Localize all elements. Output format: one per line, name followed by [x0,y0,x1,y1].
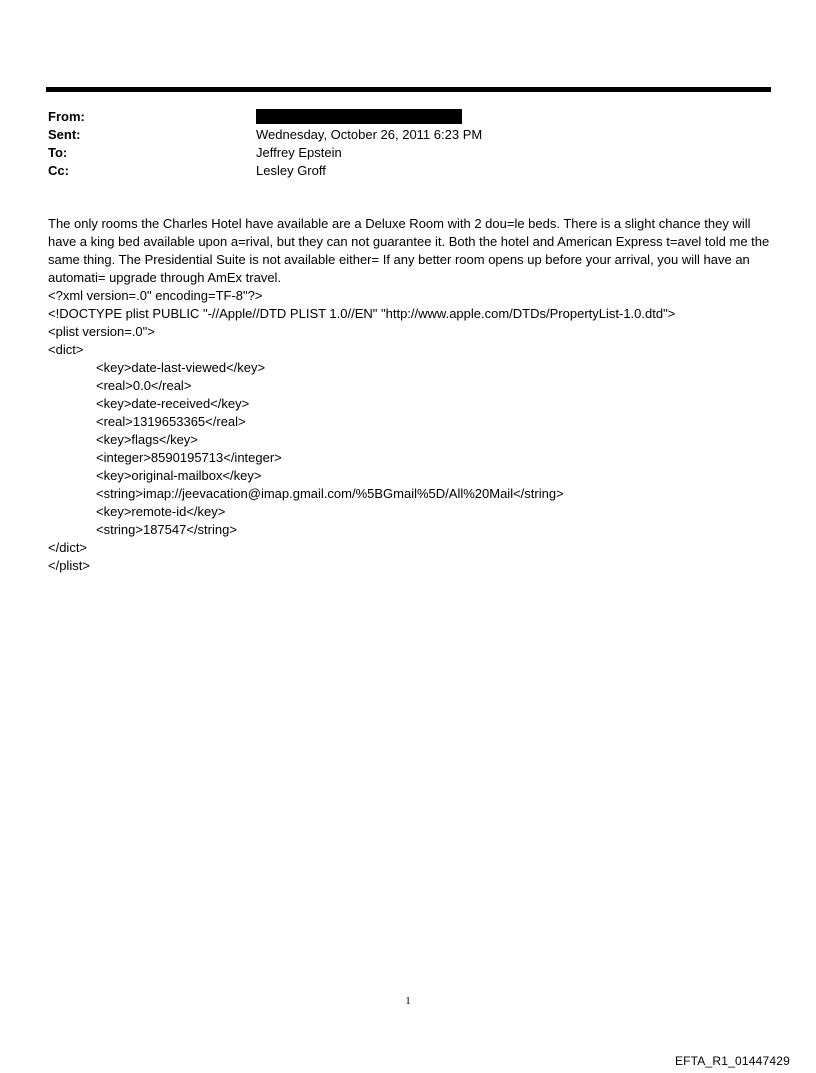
body-line: <integer>8590195713</integer> [96,450,282,465]
body-line: <real>0.0</real> [96,378,192,393]
to-value: Jeffrey Epstein [256,145,342,160]
body-line: <!DOCTYPE plist PUBLIC "-//Apple//DTD PLIST 1.0//EN" "http://www.apple.com/DTDs/PropertyList-1.0.dtd"> [48,306,676,321]
cc-label: Cc: [48,163,69,178]
redacted-sender-block [256,109,462,124]
from-row [48,108,748,126]
cc-row [48,162,748,180]
body-line: <plist version=.0"> [48,324,155,339]
body-line: <dict> [48,342,84,357]
body-line: <string>imap://jeevacation@imap.gmail.com/%5BGmail%5D/All%20Mail</string> [96,486,564,501]
body-line: <?xml version=.0" encoding=TF-8"?> [48,288,263,303]
email-body [48,215,778,575]
sent-value: Wednesday, October 26, 2011 6:23 PM [256,127,483,142]
sent-row [48,126,748,144]
body-line: <key>remote-id</key> [96,504,226,519]
body-line: <string>187547</string> [96,522,237,537]
body-line: <key>flags</key> [96,432,198,447]
from-label: From: [48,109,85,124]
body-line: </plist> [48,558,90,573]
body-paragraph: The only rooms the Charles Hotel have available are a Deluxe Room with 2 dou=le beds. There is a slight chance they will have a king bed available upon a=rival, but they can not guarantee it. Both the hotel and American Express t=avel told me the same thing. The Presidential Suite is not available either= If any better room opens up before your arrival, you will have an automati= upgrade through AmEx travel. [48,216,770,285]
body-line: <key>date-last-viewed</key> [96,360,266,375]
body-line: <key>date-received</key> [96,396,250,411]
to-label: To: [48,145,68,160]
to-row [48,144,748,162]
header-rule [46,87,771,92]
bates-number: EFTA_R1_01447429 [674,1054,790,1068]
body-line: <key>original-mailbox</key> [96,468,262,483]
body-line: <real>1319653365</real> [96,414,246,429]
sent-label: Sent: [48,127,81,142]
cc-value: Lesley Groff [256,163,326,178]
body-line: </dict> [48,540,88,555]
page-number: 1 [405,995,411,1007]
